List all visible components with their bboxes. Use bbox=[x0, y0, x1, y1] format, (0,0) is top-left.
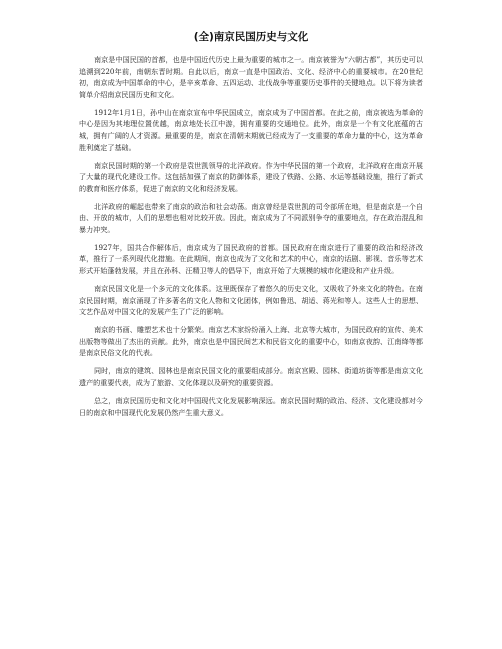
paragraph-4: 北洋政府的崛起也带来了南京的政治和社会动荡。南京曾经是袁世凯的司令部所在地，但是南京是一个自由、开放的城市，人们的思想也相对比较开放。因此，南京成为了不同派别争夺的重要地点，存在政治混乱和暴力冲突。 bbox=[79, 201, 423, 234]
paragraph-9: 总之，南京民国历史和文化对中国现代文化发展影响深远。南京民国时期的政治、经济、文化建设都对今日的南京和中国现代化发展仍然产生重大意义。 bbox=[79, 395, 423, 417]
paragraph-2: 1912年1月1日，孙中山在南京宣布中华民国成立，南京成为了中国首都。在此之前，南京被选为革命的中心是因为其地理位置优越，南京地处长江中游，拥有重要的交通地位。此外，南京是一个有文化底蕴的古城，拥有广阔的人才资源。最重要的是，南京在清朝末期就已经成为了一支重要的革命力量的中心，这为革命胜利奠定了基础。 bbox=[79, 107, 423, 152]
paragraph-6: 南京民国文化是一个多元的文化体系。这里既保存了着悠久的历史文化，又吸收了外来文化的特色。在南京民国时期，南京涌现了许多著名的文化人物和文化团体，例如鲁迅、胡适、蒋光和等人。这些人士的思想、文艺作品对中国文化的发展产生了广泛的影响。 bbox=[79, 284, 423, 317]
paragraph-8: 同时，南京的建筑、园林也是南京民国文化的重要组成部分。南京宫殿、园林、街道坊街等都是南京文化遗产的重要代表，成为了旅游、文化体现以及研究的重要资源。 bbox=[79, 366, 423, 387]
paragraph-7: 南京的书画、雕塑艺术也十分繁荣。南京艺术家纷纷涌入上海、北京等大城市，为国民政府的宣传、美术出版物等做出了杰出的贡献。此外，南京也是中国民间艺术和民俗文化的重要中心，如南京夜韵、江南绛等都是南京民俗文化的代表。 bbox=[79, 325, 423, 358]
document-title: (全)南京民国历史与文化 bbox=[193, 31, 309, 43]
paragraph-5: 1927年，国共合作解体后，南京成为了国民政府的首都。国民政府在南京进行了重要的政治和经济改革，推行了一系列现代化措施。在此期间，南京也成为了文化和艺术的中心，南京的话剧、影视、音乐等艺术形式开始蓬勃发展，并且在孙科、汪精卫等人的倡导下，南京开始了大规模的城市化建设和产业升级。 bbox=[79, 242, 423, 276]
paragraph-3: 南京民国时期的第一个政府是袁世凯领导的北洋政府。作为中华民国的第一个政府，北洋政府在南京开展了大量的现代化建设工作。这包括加强了南京的防御体系，建设了铁路、公路、水运等基础设施，推行了新式的教育和医疗体系，促进了南京的文化和经济发展。 bbox=[79, 160, 423, 193]
paragraph-1: 南京是中国民国的首都，也是中国近代历史上最为重要的城市之一。南京被誉为“六朝古都”，其历史可以追溯到220年前，南朝东晋时期。自此以后，南京一直是中国政治、文化、经济中心的重要城市。在20世纪初，南京成为中国革命的中心，是辛亥革命、五四运动、北伐战争等重要历史事件的关键地点。以下将为读者简单介绍南京民国历史和文化。 bbox=[79, 55, 423, 99]
